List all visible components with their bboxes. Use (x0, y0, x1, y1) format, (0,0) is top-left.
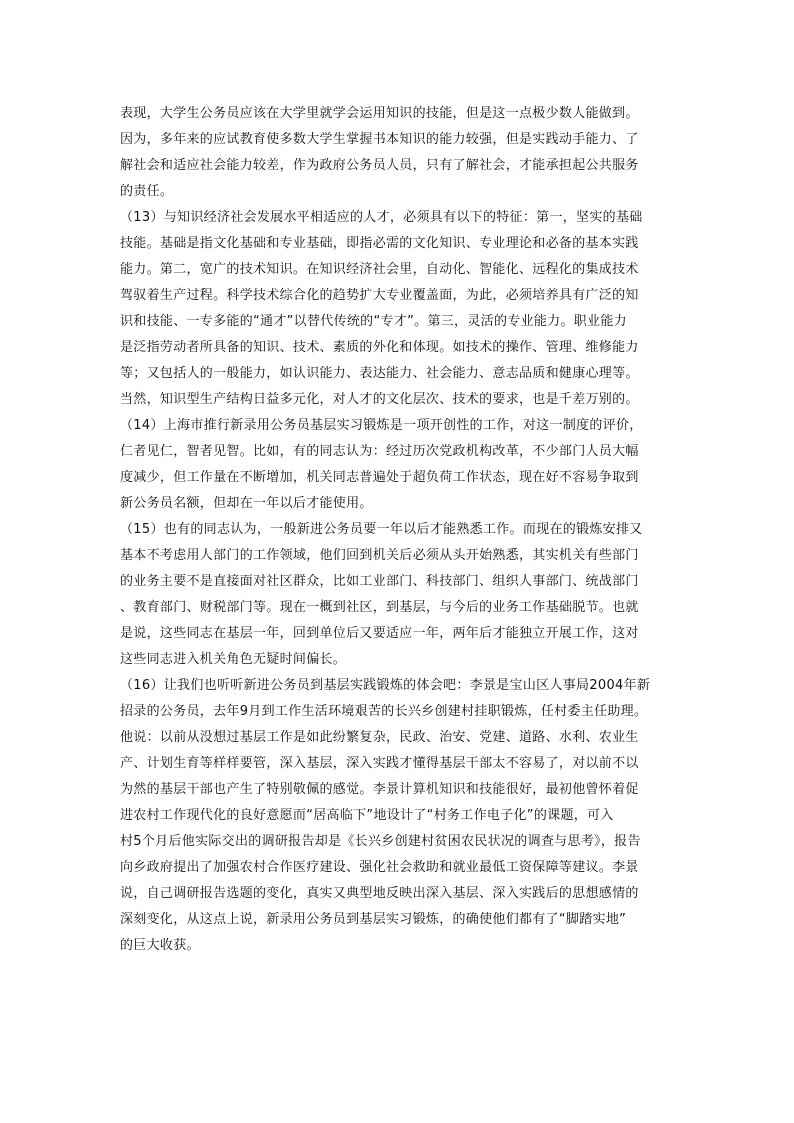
text-line: （15）也有的同志认为，一般新进公务员要一年以后才能熟悉工作。而现在的锻炼安排又 (120, 522, 643, 537)
text-line: 这些同志进入机关角色无疑时间偏长。 (120, 652, 347, 667)
text-line: 技能。基础是指文化基础和专业基础，即指必需的文化知识、专业理论和必备的基本实践 (120, 236, 639, 251)
text-line: 进农村工作现代化的良好意愿而“居高临下”地设计了“村务工作电子化”的课题，可入 (120, 808, 614, 823)
text-line: 等；又包括人的一般能力，如认识能力、表达能力、社会能力、意志品质和健康心理等。 (120, 366, 639, 381)
text-line: 度减少，但工作量在不断增加，机关同志普遍处于超负荷工作状态，现在好不容易争取到 (120, 470, 639, 485)
text-line: 当然，知识型生产结构日益多元化，对人才的文化层次、技术的要求，也是千差万别的。 (120, 392, 639, 407)
text-line: 驾驭着生产过程。科学技术综合化的趋势扩大专业覆盖面，为此，必须培养具有广泛的知 (120, 288, 639, 303)
text-line: 、教育部门、财税部门等。现在一概到社区，到基层，与今后的业务工作基础脱节。也就 (120, 600, 639, 615)
text-line: （14）上海市推行新录用公务员基层实习锻炼是一项开创性的工作，对这一制度的评价， (120, 418, 643, 433)
text-line: （16）让我们也听听新进公务员到基层实践锻炼的体会吧：李景是宝山区人事局2004年新 (120, 678, 651, 693)
text-line: 识和技能、一专多能的“通才”以替代传统的“专才”。第三，灵活的专业能力。职业能力 (120, 314, 627, 329)
text-line: 表现，大学生公务员应该在大学里就学会运用知识的技能，但是这一点极少数人能做到。 (120, 106, 639, 121)
text-line: 为然的基层干部也产生了特别敬佩的感觉。李景计算机知识和技能很好，最初他曾怀着促 (120, 782, 639, 797)
text-line: 是泛指劳动者所具备的知识、技术、素质的外化和体现。如技术的操作、管理、维修能力 (120, 340, 639, 355)
text-line: 仁者见仁，智者见智。比如，有的同志认为：经过历次党政机构改革，不少部门人员大幅 (120, 444, 639, 459)
text-line: （13）与知识经济社会发展水平相适应的人才，必须具有以下的特征：第一，坚实的基础 (120, 210, 643, 225)
text-line: 村5个月后他实际交出的调研报告却是《长兴乡创建村贫困农民状况的调查与思考》，报告 (120, 834, 641, 849)
text-line: 向乡政府提出了加强农村合作医疗建设、强化社会救助和就业最低工资保障等建议。李景 (120, 860, 639, 875)
text-line: 新公务员名额，但却在一年以后才能使用。 (120, 496, 373, 511)
text-line: 产、计划生育等样样要管，深入基层，深入实践才懂得基层干部太不容易了，对以前不以 (120, 756, 639, 771)
text-line: 的业务主要不是直接面对社区群众，比如工业部门、科技部门、组织人事部门、统战部门 (120, 574, 639, 589)
document-body (120, 101, 676, 959)
text-line: 基本不考虑用人部门的工作领域，他们回到机关后必须从头开始熟悉，其实机关有些部门 (120, 548, 639, 563)
text-line: 是说，这些同志在基层一年，回到单位后又要适应一年，两年后才能独立开展工作，这对 (120, 626, 639, 641)
text-line: 能力。第二，宽广的技术知识。在知识经济社会里，自动化、智能化、远程化的集成技术 (120, 262, 639, 277)
text-line: 的巨大收获。 (120, 938, 200, 953)
text-line: 深刻变化，从这点上说，新录用公务员到基层实习锻炼，的确使他们都有了“脚踏实地” (120, 912, 627, 927)
text-line: 因为，多年来的应试教育使多数大学生掌握书本知识的能力较强，但是实践动手能力、了 (120, 132, 639, 147)
text-line: 说，自己调研报告选题的变化，真实又典型地反映出深入基层、深入实践后的思想感情的 (120, 886, 639, 901)
text-line: 他说：以前从没想过基层工作是如此纷繁复杂，民政、治安、党建、道路、水利、农业生 (120, 730, 639, 745)
text-line: 招录的公务员，去年9月到工作生活环境艰苦的长兴乡创建村挂职锻炼，任村委主任助理。 (120, 704, 648, 719)
text-line: 解社会和适应社会能力较差，作为政府公务员人员，只有了解社会，才能承担起公共服务 (120, 158, 639, 173)
text-line: 的责任。 (120, 184, 174, 199)
